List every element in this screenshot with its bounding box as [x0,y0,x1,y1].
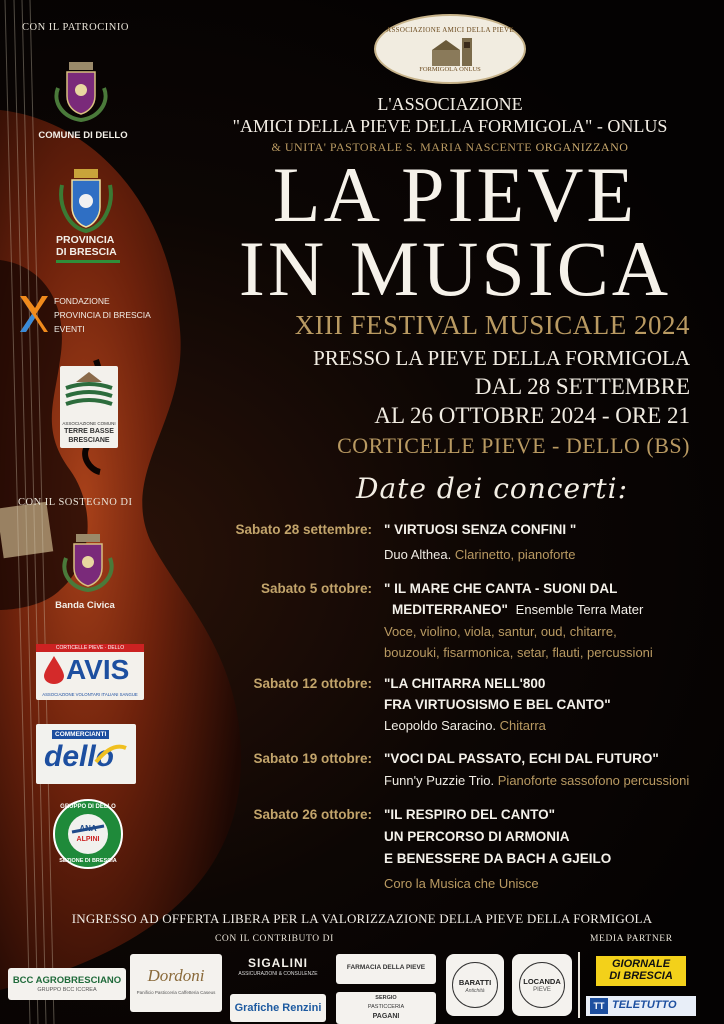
header-line-3: & UNITA' PASTORALE S. MARIA NASCENTE ORGANIZZANO [271,140,629,154]
swoosh-icon [94,742,128,766]
concert-performer: Leopoldo Saracino. Chitarra [384,718,546,733]
media-partner-title: MEDIA PARTNER [590,934,673,944]
concert-performer: Duo Althea. Clarinetto, pianoforte [384,547,576,562]
church-icon [430,36,474,68]
date-from: DAL 28 SETTEMBRE [474,374,690,399]
free-entry-note: INGRESSO AD OFFERTA LIBERA PER LA VALORIZZAZIONE DELLA PIEVE DELLA FORMIGOLA [71,911,653,926]
farmacia-logo: FARMACIA DELLA PIEVE [336,954,436,984]
concert-date: Sabato 19 ottobre: [253,751,372,766]
provincia-crest-icon [58,165,114,235]
terre-basse-icon [60,366,118,416]
header-line-1: L'ASSOCIAZIONE [377,94,523,114]
fondazione-x-icon [18,294,48,334]
location-line: CORTICELLE PIEVE - DELLO (BS) [337,433,690,458]
concert-title: "LA CHITARRA NELL'800 [384,676,546,691]
sigalini-logo: SIGALINI ASSICURAZIONI & CONSULENZE [238,956,318,977]
main-title-line-1: LA PIEVE [272,151,638,238]
grafiche-renzini-logo: Grafiche Renzini [230,994,326,1022]
concert-title: E BENESSERE DA BACH A GJEILO [384,851,612,866]
concert-title: " VIRTUOSI SENZA CONFINI " [384,522,577,537]
pasticceria-pagani-logo: SERGIO PASTICCERIA PAGANI [336,992,436,1024]
commercianti-logo: COMMERCIANTI dello [36,724,136,784]
concert-title: MEDITERRANEO" Ensemble Terra Mater [392,602,644,617]
concert-performer: Funn'y Puzzie Trio. Pianoforte sassofono percussioni [384,773,690,788]
terre-basse-logo: ASSOCIAZIONE COMUNI TERRE BASSE BRESCIANE [60,366,118,448]
concert-title: UN PERCORSO DI ARMONIA [384,829,570,844]
tt-icon: TT [590,998,608,1014]
concert-instruments: bouzouki, fisarmonica, setar, flauti, percussioni [384,645,653,660]
comune-crest-icon [52,58,110,122]
teletutto-logo: TT TELETUTTO [586,996,696,1016]
concert-date: Sabato 28 settembre: [235,522,372,537]
concert-performer: Coro la Musica che Unisce [384,876,539,891]
concert-dates-heading: Date dei concerti: [356,472,629,505]
fondazione-label: FONDAZIONE PROVINCIA DI BRESCIA EVENTI [54,296,151,334]
provincia-label: PROVINCIA DI BRESCIA [56,234,156,263]
dordoni-logo: Dordoni Panificio Pasticceria Caffetteria Caseus [130,954,222,1012]
giornale-di-brescia-logo: GIORNALE DI BRESCIA [596,956,686,986]
contributo-title: CON IL CONTRIBUTO DI [215,934,334,944]
blood-drop-icon [44,656,64,684]
banda-label: Banda Civica [55,600,115,611]
banda-crest-icon [60,530,116,592]
locanda-pieve-logo: LOCANDA PIEVE [512,954,572,1016]
baratti-logo: BARATTI Antichità [446,954,504,1016]
header-line-2: "AMICI DELLA PIEVE DELLA FORMIGOLA" - ONLUS [232,116,668,136]
concert-title: "IL RESPIRO DEL CANTO" [384,807,556,822]
main-title-line-2: IN MUSICA [238,225,672,312]
alpini-badge: GRUPPO DI DELLO ANA ALPINI SEZIONE DI BRESCIA [59,804,117,864]
concert-date: Sabato 26 ottobre: [253,807,372,822]
concert-instruments: Voce, violino, viola, santur, oud, chitarre, [384,624,617,639]
concert-title: FRA VIRTUOSISMO E BEL CANTO" [384,697,611,712]
divider [578,952,580,1018]
sostegno-title: CON IL SOSTEGNO DI [18,497,133,508]
concert-date: Sabato 5 ottobre: [260,581,372,596]
venue-line: PRESSO LA PIEVE DELLA FORMIGOLA [313,346,690,370]
avis-logo: CORTICELLE PIEVE · DELLO AVIS ASSOCIAZIONE VOLONTARI ITALIANI SANGUE [36,644,144,700]
concert-title: "VOCI DAL PASSATO, ECHI DAL FUTURO" [384,751,659,766]
festival-subtitle: XIII FESTIVAL MUSICALE 2024 [294,310,690,340]
concert-date: Sabato 12 ottobre: [253,676,372,691]
bcc-logo: BCC AGROBRESCIANO GRUPPO BCC ICCREA [8,968,126,1000]
patrocinio-title: CON IL PATROCINIO [22,22,129,33]
comune-label: COMUNE DI DELLO [38,130,128,141]
date-to: AL 26 OTTOBRE 2024 - ORE 21 [374,403,690,428]
concert-title: " IL MARE CHE CANTA - SUONI DAL [384,581,618,596]
association-seal: ASSOCIAZIONE AMICI DELLA PIEVE FORMIGOLA ONLUS [374,14,526,84]
